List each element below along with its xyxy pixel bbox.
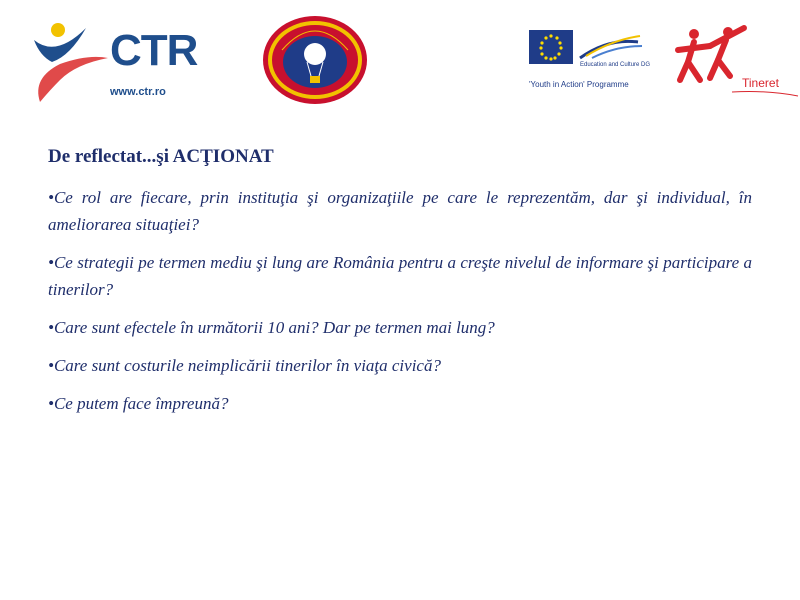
question-item: •Ce strategii pe termen mediu şi lung are România pentru a creşte nivelul de informare şi participare a tinerilor? [48,253,752,299]
eu-flag-icon [528,28,658,76]
question-item: •Care sunt efectele în următorii 10 ani? Dar pe termen mai lung? [48,318,495,337]
question-item: •Ce putem face împreună? [48,394,229,413]
eu-dg-label: Education and Culture DG [580,62,651,68]
tineret-logo [672,22,800,102]
ctr-url: www.ctr.ro [110,86,166,98]
eu-programme-label: 'Youth in Action' Programme [529,80,629,89]
slide-content [48,146,752,428]
tineret-figures-icon [672,22,800,102]
question-item: •Care sunt costurile neimplicării tinerilor în viaţa civică? [48,356,441,375]
slide-title: De reflectat...şi ACŢIONAT [48,146,274,167]
balloon-badge-icon [260,14,370,106]
ctr-wordmark: CTR [110,26,198,75]
ctr-logo [30,18,198,108]
question-item: •Ce rol are fiecare, prin instituţia şi organizaţiile pe care le reprezentăm, dar şi individual, în ameliorarea situaţiei? [48,188,752,234]
ctr-figure-icon [30,18,110,108]
eu-youth-in-action-logo [528,28,658,94]
league-badge [260,14,370,106]
tineret-label: Tineret [742,76,779,90]
